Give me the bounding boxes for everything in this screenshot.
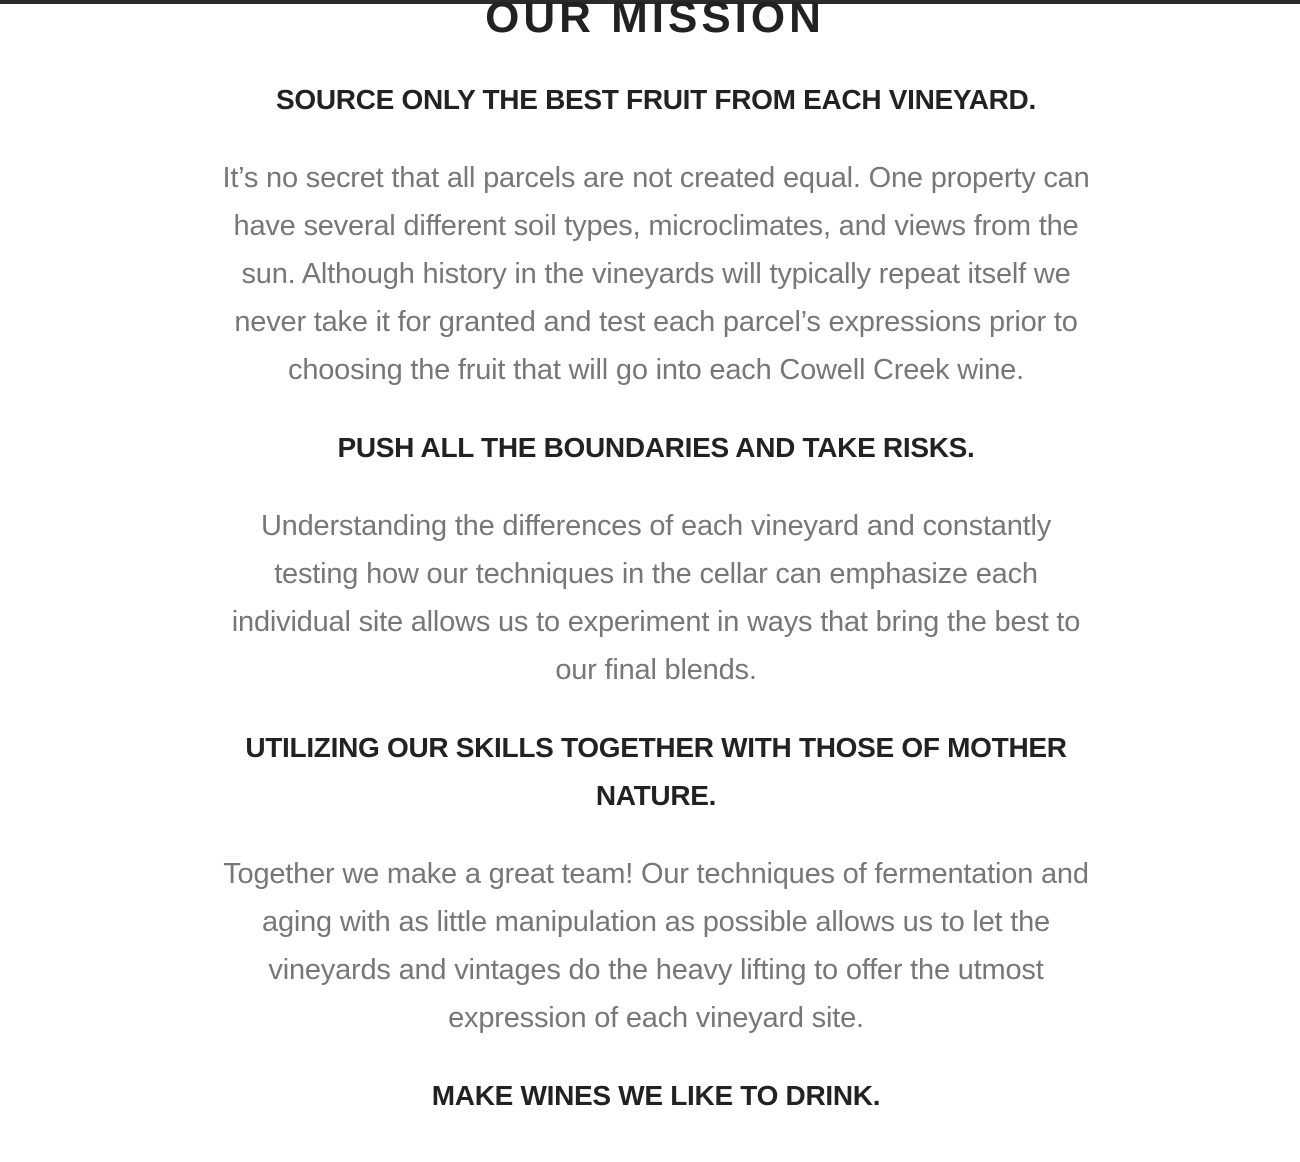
mission-section-make-wines — [0, 1072, 1300, 1120]
section-body: Understanding the differences of each vineyard and constantly testing how our techniques in the cellar can emphasize each individual site allows us to experiment in ways that bring the best to our final blends. — [231, 510, 1081, 686]
section-body: It’s no secret that all parcels are not created equal. One property can have several different soil types, microclimates, and views from the sun. Although history in the vineyards will typically repeat itself we never take it for granted and test each parcel’s expressions prior to choosing the fruit that will go into each Cowell Creek wine. — [222, 162, 1090, 386]
section-body: Together we make a great team! Our techniques of fermentation and aging with as little manipulation as possible allows us to let the vineyards and vintages do the heavy lifting to offer the utmost expression of each vineyard site. — [223, 858, 1089, 1034]
section-heading: UTILIZING OUR SKILLS TOGETHER WITH THOSE OF MOTHER NATURE. — [245, 732, 1067, 811]
section-heading: MAKE WINES WE LIKE TO DRINK. — [431, 1080, 881, 1111]
mission-section-source-fruit — [0, 76, 1300, 394]
mission-section-mother-nature — [0, 724, 1300, 1042]
section-heading: SOURCE ONLY THE BEST FRUIT FROM EACH VINEYARD. — [276, 84, 1036, 115]
section-heading: PUSH ALL THE BOUNDARIES AND TAKE RISKS. — [337, 432, 975, 463]
page-title: OUR MISSION — [485, 0, 825, 42]
mission-content — [0, 76, 1300, 1120]
mission-section-push-boundaries — [0, 424, 1300, 694]
